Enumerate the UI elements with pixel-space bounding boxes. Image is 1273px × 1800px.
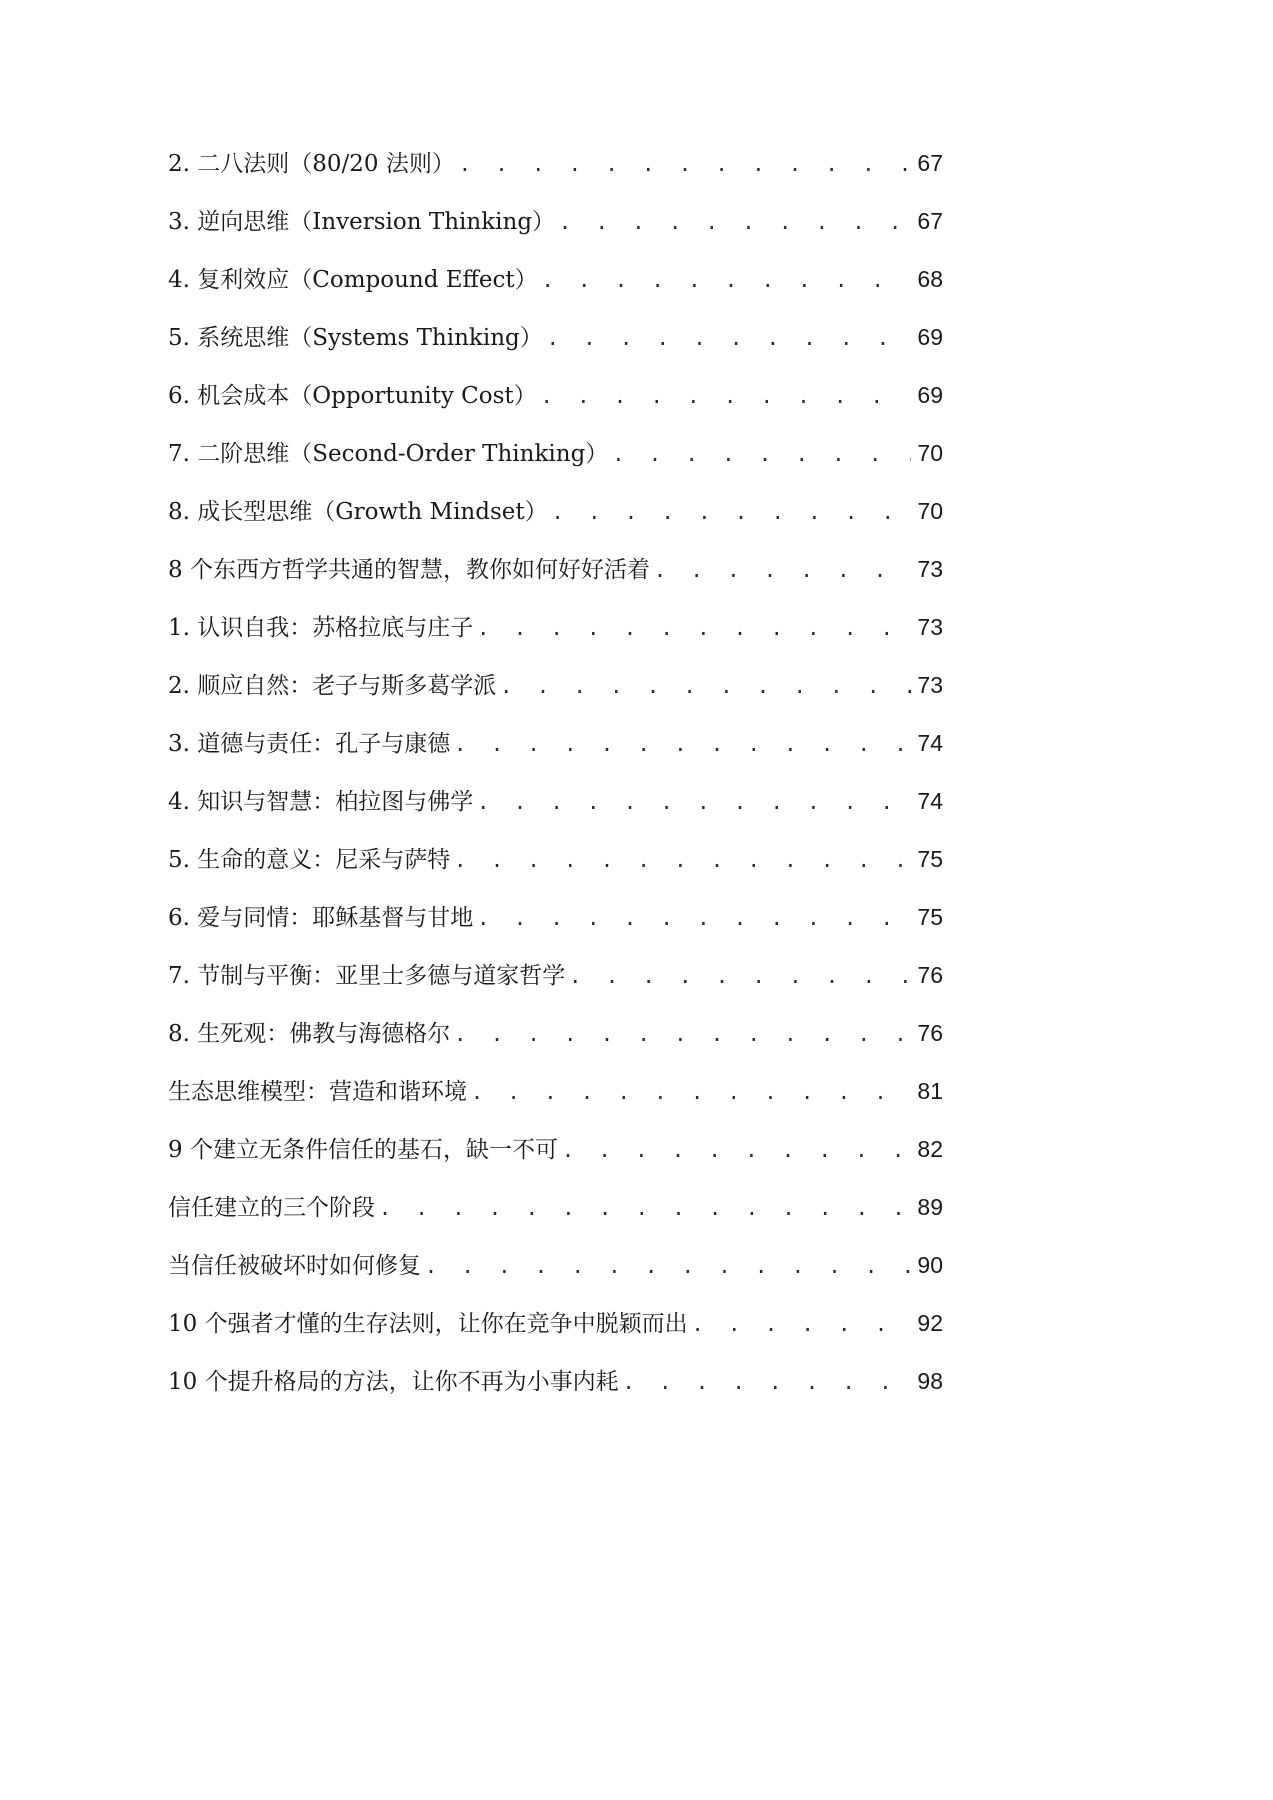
toc-entry[interactable] <box>168 837 943 895</box>
toc-entry-page: 67 <box>917 208 943 234</box>
toc-entry-title: 8. 成长型思维（Growth Mindset） <box>168 499 548 525</box>
toc-leader-dots <box>459 142 912 186</box>
toc-leader-dots <box>562 1128 911 1172</box>
toc-leader-dots <box>612 432 911 476</box>
toc-entry-page: 76 <box>917 1020 943 1046</box>
toc-entry-page: 73 <box>917 614 943 640</box>
toc-leader-dots <box>541 374 912 418</box>
toc-entry[interactable] <box>168 257 943 315</box>
toc-entry-page: 92 <box>917 1310 943 1336</box>
toc-entry-page: 74 <box>917 788 943 814</box>
toc-entry-title: 生态思维模型：营造和谐环境 <box>168 1079 467 1105</box>
toc-entry-title: 1. 认识自我：苏格拉底与庄子 <box>168 615 474 641</box>
toc-entry-title: 5. 系统思维（Systems Thinking） <box>168 325 543 351</box>
toc-entry[interactable] <box>168 489 943 547</box>
toc-entry-page: 82 <box>917 1136 943 1162</box>
toc-entry[interactable] <box>168 605 943 663</box>
toc-entry[interactable] <box>168 663 943 721</box>
toc-entry-page: 70 <box>917 440 943 466</box>
toc-entry[interactable] <box>168 431 943 489</box>
toc-entry-title: 2. 顺应自然：老子与斯多葛学派 <box>168 673 497 699</box>
toc-entry-title: 9 个建立无条件信任的基石，缺一不可 <box>168 1137 558 1163</box>
toc-leader-dots <box>500 664 911 708</box>
toc-leader-dots <box>559 200 911 244</box>
toc-leader-dots <box>471 1070 911 1114</box>
toc-entry-page: 75 <box>917 846 943 872</box>
toc-entry[interactable] <box>168 547 943 605</box>
toc-entry-title: 6. 机会成本（Opportunity Cost） <box>168 383 537 409</box>
toc-entry-page: 67 <box>917 150 943 176</box>
toc-entry[interactable] <box>168 141 943 199</box>
toc-leader-dots <box>454 722 911 766</box>
toc-entry[interactable] <box>168 721 943 779</box>
toc-leader-dots <box>477 606 911 650</box>
toc-entry[interactable] <box>168 1359 943 1417</box>
toc-entry-page: 69 <box>917 382 943 408</box>
toc-entry[interactable] <box>168 779 943 837</box>
toc-entry-page: 73 <box>917 672 943 698</box>
toc-leader-dots <box>477 896 911 940</box>
toc-entry-page: 89 <box>917 1194 943 1220</box>
toc-leader-dots <box>379 1186 911 1230</box>
toc-entry[interactable] <box>168 315 943 373</box>
toc-entry-title: 当信任被破坏时如何修复 <box>168 1253 421 1279</box>
toc-leader-dots <box>552 490 912 534</box>
toc-leader-dots <box>654 548 911 592</box>
toc-entry-title: 4. 复利效应（Compound Effect） <box>168 267 538 293</box>
toc-entry-page: 69 <box>917 324 943 350</box>
toc-entry-title: 10 个提升格局的方法，让你不再为小事内耗 <box>168 1369 619 1395</box>
toc-entry[interactable] <box>168 199 943 257</box>
toc-entry[interactable] <box>168 1011 943 1069</box>
toc-entry-page: 90 <box>917 1252 943 1278</box>
toc-entry-title: 8 个东西方哲学共通的智慧，教你如何好好活着 <box>168 557 650 583</box>
toc-leader-dots <box>569 954 911 998</box>
toc-entry-page: 70 <box>917 498 943 524</box>
toc-entry-title: 8. 生死观：佛教与海德格尔 <box>168 1021 451 1047</box>
toc-entry-title: 信任建立的三个阶段 <box>168 1195 375 1221</box>
toc-leader-dots <box>623 1360 912 1404</box>
toc-leader-dots <box>547 316 912 360</box>
toc-entry-page: 98 <box>917 1368 943 1394</box>
toc-leader-dots <box>542 258 912 302</box>
toc-entry[interactable] <box>168 1127 943 1185</box>
toc-leader-dots <box>692 1302 912 1346</box>
toc-entry-page: 75 <box>917 904 943 930</box>
toc-entry[interactable] <box>168 1185 943 1243</box>
toc-entry-page: 73 <box>917 556 943 582</box>
toc-entry[interactable] <box>168 953 943 1011</box>
toc-entry[interactable] <box>168 1301 943 1359</box>
toc-entry[interactable] <box>168 895 943 953</box>
toc-entry-title: 2. 二八法则（80/20 法则） <box>168 151 455 177</box>
toc-leader-dots <box>477 780 911 824</box>
toc-entry[interactable] <box>168 373 943 431</box>
toc-leader-dots <box>454 1012 911 1056</box>
toc-entry-title: 6. 爱与同情：耶稣基督与甘地 <box>168 905 474 931</box>
toc-entry-page: 68 <box>917 266 943 292</box>
toc-entry-page: 81 <box>917 1078 943 1104</box>
toc-entry-title: 5. 生命的意义：尼采与萨特 <box>168 847 451 873</box>
toc-entry[interactable] <box>168 1243 943 1301</box>
table-of-contents <box>168 141 943 1417</box>
toc-entry-title: 4. 知识与智慧：柏拉图与佛学 <box>168 789 474 815</box>
toc-entry-title: 7. 二阶思维（Second-Order Thinking） <box>168 441 609 467</box>
toc-entry[interactable] <box>168 1069 943 1127</box>
toc-entry-title: 3. 逆向思维（Inversion Thinking） <box>168 209 556 235</box>
toc-entry-title: 10 个强者才懂的生存法则，让你在竞争中脱颖而出 <box>168 1311 688 1337</box>
toc-entry-title: 3. 道德与责任：孔子与康德 <box>168 731 451 757</box>
toc-leader-dots <box>425 1244 911 1288</box>
toc-leader-dots <box>454 838 911 882</box>
toc-entry-title: 7. 节制与平衡：亚里士多德与道家哲学 <box>168 963 566 989</box>
toc-entry-page: 74 <box>917 730 943 756</box>
toc-entry-page: 76 <box>917 962 943 988</box>
